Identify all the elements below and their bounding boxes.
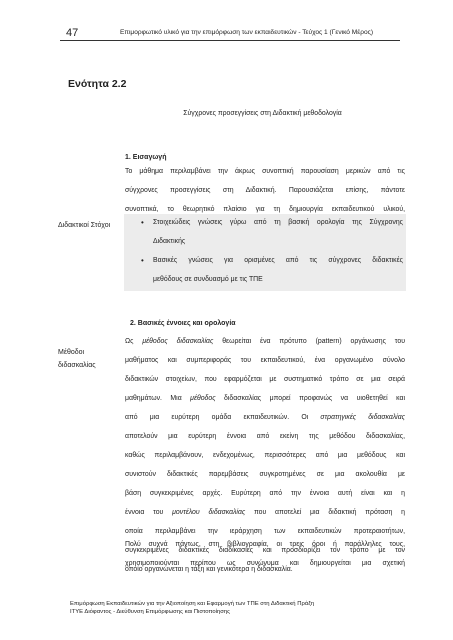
objective-line: μεθόδους σε συνδυασμό με τις ΤΠΕ (153, 276, 263, 283)
objectives-label: Διδακτικοί Στόχοι (58, 222, 111, 229)
page-number: 47 (66, 27, 79, 39)
running-header-title: Επιμορφωτικό υλικό για την επιμόρφωση των εκπαιδευτικών - Τεύχος 1 (Γενικό Μέρος) (120, 29, 374, 36)
text-line: μαθημάτων. Μια μέθοδος διδασκαλίας μπορεί προφανώς να υιοθετηθεί και (125, 395, 405, 402)
section-subtitle: Σύγχρονες προσεγγίσεις στη Διδακτική μεθοδολογία (183, 110, 342, 117)
text-line: Πολύ συχνά πάντως, στη βιβλιογραφία, οι τρεις όροι ή παράλληλες τους, (125, 541, 405, 548)
text-line: αποτελούν μια ευρύτερη έννοια από εκείνη της μεθόδου διδασκαλίας, (125, 433, 405, 440)
footer-line: ΙΤΥΕ Διόφαντος - Διεύθυνση Επιμόρφωσης και Πιστοποίησης (70, 609, 231, 615)
objective-text (153, 251, 403, 289)
objective-line: Στοιχειώδεις γνώσεις γύρω από τη βασική ορολογία της Σύγχρονης (153, 219, 403, 226)
page-header (0, 0, 453, 42)
text-line: οποίο οργανώνεται η τάξη και γενικότερα η διδασκαλία. (125, 566, 293, 573)
objective-line: Διδακτικής (153, 238, 186, 245)
text-line: Ως μέθοδος διδασκαλίας θεωρείται ένα πρότυπο (pattern) οργάνωσης του (125, 338, 405, 345)
bullet-icon: • (141, 218, 144, 227)
objective-line: Βασικές γνώσεις για ορισμένες από τις σύγχρονες διδακτικές (153, 257, 403, 264)
bullet-icon: • (141, 256, 144, 265)
intro-heading: 1. Εισαγωγή (125, 154, 167, 161)
objective-text (153, 213, 403, 251)
intro-line: σύγχρονες προσεγγίσεις στη Διδακτική. Παρουσιάζεται επίσης, πάντοτε (125, 187, 405, 194)
text-line: καθώς περιλαμβάνουν, ενδεχομένως, περισσότερες από μια μεθόδους και (125, 452, 405, 459)
text-line: διδακτικών στοιχείων, που εφαρμόζεται με συστηματικό τρόπο σε μια σειρά (125, 376, 405, 383)
intro-line: συνοπτικά, το θεωρητικό πλαίσιο για τη δημιουργία εκπαιδευτικού υλικού, (125, 206, 405, 213)
text-line: έννοια του μοντέλου διδασκαλίας που αποτελεί μια διδακτική πρόταση η (125, 509, 405, 516)
text-line: βάση συγκεκριμένες αρχές. Ευρύτερη από την έννοια αυτή είναι και η (125, 490, 405, 497)
section-title: Ενότητα 2.2 (68, 78, 127, 90)
page-footer (70, 600, 314, 616)
intro-line: Το μάθημα περιλαμβάνει την άκρως συνοπτική παρουσίαση μερικών από τις (125, 168, 405, 175)
text-line: συνιστούν διδακτικές παρεμβάσεις συγκροτημένες σε μια ακολουθία με (125, 471, 405, 478)
concepts-paragraph-2 (125, 535, 405, 573)
text-line: οποία περιλαμβάνει την ιεράρχηση των εκπαιδευτικών προτεραιοτήτων, (125, 528, 405, 535)
text-line: μαθήματος και συμπεριφοράς του εκπαιδευτικού, ένα οργανωμένο σύνολο (125, 357, 405, 364)
methods-label-line: Μέθοδοι (58, 349, 85, 356)
methods-label-line: διδασκαλίας (58, 362, 96, 369)
text-line: χρησιμοποιούνται περίπου ως συνώνυμα και δημιουργείται μια σχετική (125, 560, 405, 567)
methods-side-label (58, 346, 96, 372)
header-rule (60, 40, 400, 41)
text-line: συγκεκριμένες διδακτικές διαδικασίες και προσδιορίζει τον τρόπο με τον (125, 547, 405, 554)
concepts-heading: 2. Βασικές έννοιες και ορολογία (130, 320, 236, 327)
footer-line: Επιμόρφωση Εκπαιδευτικών για την Αξιοποίηση και Εφαρμογή των ΤΠΕ στη Διδακτική Πράξη (70, 601, 315, 607)
text-line: από μια ευρύτερη ομάδα εκπαιδευτικών. Οι στρατηγικές διδασκαλίας (125, 414, 405, 421)
